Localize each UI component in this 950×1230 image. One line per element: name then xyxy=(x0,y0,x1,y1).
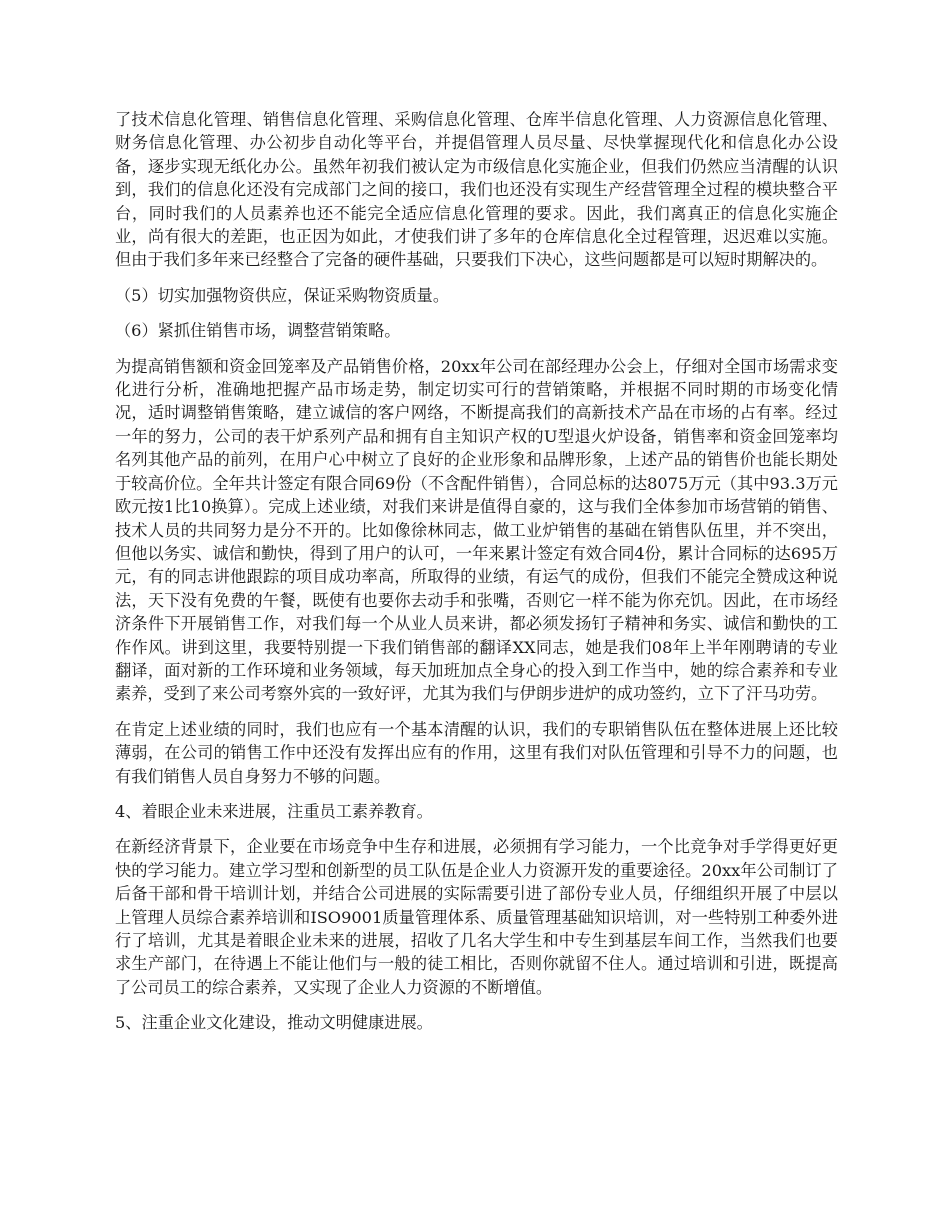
section-4-heading: 4、着眼企业未来进展，注重员工素养教育。 xyxy=(115,801,433,821)
paragraph-staff-training: 在新经济背景下，企业要在市场竞争中生存和进展，必须拥有学习能力，一个比竞争对手学得更好更快的学习能力。建立学习型和创新型的员工队伍是企业人力资源开发的重要途径。20xx年公司制订了后备干部和骨干培训计划，并结合公司进展的实际需要引进了部份专业人员，仔细组织开展了中层以上管理人员综合素养培训和ISO9001质量管理体系、质量管理基础知识培训，对一些特别工种委外进行了培训，尤其是着眼企业未来的进展，招收了几名大学生和中专生到基层车间工作，当然我们也要求生产部门，在待遇上不能让他们与一般的徒工相比，否则你就留不住人。通过培训和引进，既提高了公司员工的综合素养，又实现了企业人力资源的不断增值。 xyxy=(115,837,838,997)
paragraph-sales-strategy: 为提高销售额和资金回笼率及产品销售价格，20xx年公司在部经理办公会上，仔细对全国市场需求变化进行分析，准确地把握产品市场走势，制定切实可行的营销策略，并根据不同时期的市场变化情况，适时调整销售策略，建立诚信的客户网络，不断提高我们的高新技术产品在市场的占有率。经过一年的努力，公司的表干炉系列产品和拥有自主知识产权的U型退火炉设备，销售率和资金回笼率均名列其他产品的前列，在用户心中树立了良好的企业形象和品牌形象，上述产品的销售价也能长期处于较高价位。全年共计签定有限合同69份（不含配件销售），合同总标的达8075万元（其中93.3万元欧元按1比10换算）。完成上述业绩，对我们来讲是值得自豪的，这与我们全体参加市场营销的销售、技术人员的共同努力是分不开的。比如像徐林同志，做工业炉销售的基础在销售队伍里，并不突出，但他以务实、诚信和勤快，得到了用户的认可，一年来累计签定有效合同4份，累计合同标的达695万元，有的同志讲他跟踪的项目成功率高，所取得的业绩，有运气的成份，但我们不能完全赞成这种说法，天下没有免费的午餐，既使有也要你去动手和张嘴，否则它一样不能为你充饥。因此，在市场经济条件下开展销售工作，对我们每一个从业人员来讲，都必须发扬钉子精神和务实、诚信和勤快的工作作风。讲到这里，我要特别提一下我们销售部的翻译XX同志，她是我们08年上半年刚聘请的专业翻译，面对新的工作环境和业务领域，每天加班加点全身心的投入到工作当中，她的综合素养和专业素养，受到了来公司考察外宾的一致好评，尤其为我们与伊朗步进炉的成功签约，立下了汗马功劳。 xyxy=(115,356,838,704)
item-6-heading: （6）紧抓住销售市场，调整营销策略。 xyxy=(115,321,401,341)
paragraph-information-management: 了技术信息化管理、销售信息化管理、采购信息化管理、仓库半信息化管理、人力资源信息化管理、财务信息化管理、办公初步自动化等平台，并提倡管理人员尽量、尽快掌握现代化和信息化办公设备，逐步实现无纸化办公。虽然年初我们被认定为市级信息化实施企业，但我们仍然应当清醒的认识到，我们的信息化还没有完成部门之间的接口，我们也还没有实现生产经营管理全过程的模块整合平台，同时我们的人员素养也还不能完全适应信息化管理的要求。因此，我们离真正的信息化实施企业，尚有很大的差距，也正因为如此，才使我们讲了多年的仓库信息化全过程管理，迟迟难以实施。但由于我们多年来已经整合了完备的硬件基础，只要我们下决心，这些问题都是可以短时期解决的。 xyxy=(115,110,838,270)
item-5-heading: （5）切实加强物资供应，保证采购物资质量。 xyxy=(115,285,450,305)
document-page xyxy=(115,108,838,1047)
paragraph-sales-team-assessment: 在肯定上述业绩的同时，我们也应有一个基本清醒的认识，我们的专职销售队伍在整体进展上还比较薄弱，在公司的销售工作中还没有发挥出应有的作用，这里有我们对队伍管理和引导不力的问题，也有我们销售人员自身努力不够的问题。 xyxy=(115,719,838,786)
section-5-heading: 5、注重企业文化建设，推动文明健康进展。 xyxy=(115,1013,433,1033)
